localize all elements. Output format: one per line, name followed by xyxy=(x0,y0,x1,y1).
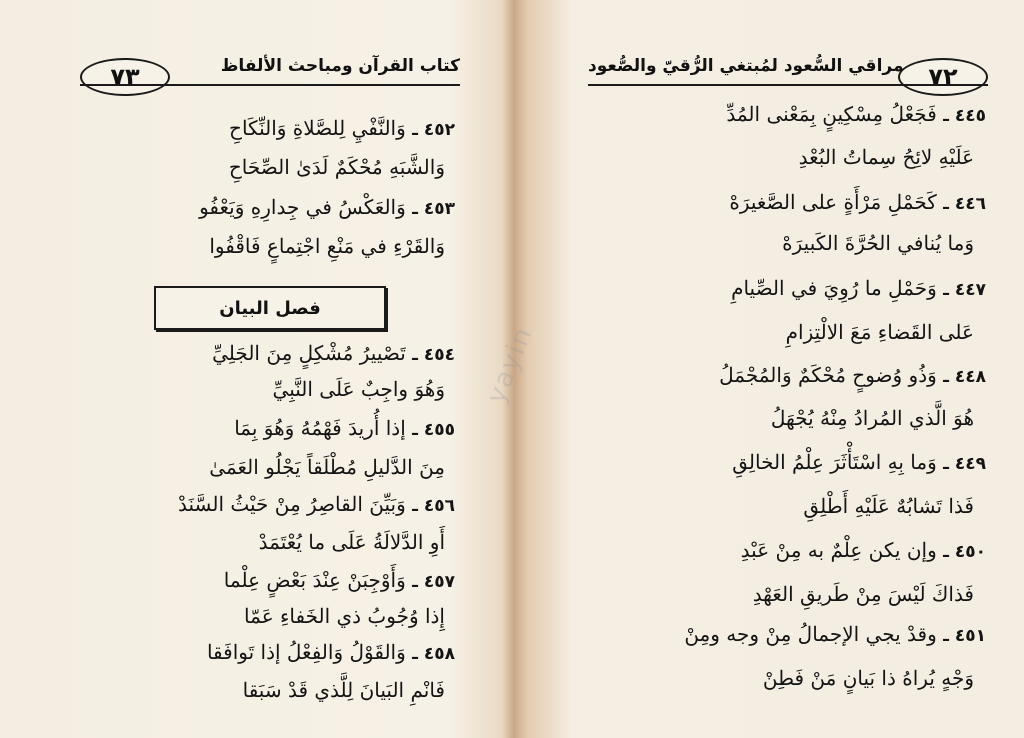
verse-line xyxy=(273,379,445,399)
verse-line xyxy=(229,157,445,177)
verse-text: عَلَيْهِ لائِحُ سِماتُ البُعْدِ xyxy=(798,145,974,169)
verse-text: وإن يكن عِلْمٌ به مِنْ عَبْدِ xyxy=(740,538,937,562)
verse-line xyxy=(729,192,986,213)
right-header-rule xyxy=(588,84,988,86)
verse-text: وَالشَّبَهِ مُحْكَمٌ لَدَىٰ الصِّحَاحِ xyxy=(228,155,445,179)
verse-text: وَما بِهِ اسْتَأْثَرَ عِلْمُ الخالِقِ xyxy=(732,450,937,474)
left-page-number: ٧٣ xyxy=(80,58,170,96)
verse-number: ٤٥٥ ـ xyxy=(412,420,455,440)
section-title: فصل البيان xyxy=(219,297,321,319)
left-page xyxy=(0,0,510,738)
verse-number: ٤٤٦ ـ xyxy=(943,194,986,214)
verse-number: ٤٥٦ ـ xyxy=(412,496,455,516)
verse-line xyxy=(178,494,455,515)
verse-line xyxy=(786,322,974,342)
verse-line xyxy=(782,233,974,253)
verse-text: وَالقَوْلُ وَالفِعْلُ إذا تَوافَقا xyxy=(206,640,406,664)
left-page-header xyxy=(80,40,460,90)
verse-line xyxy=(741,540,986,561)
verse-text: وَذُو وُضوحٍ مُحْكَمٌ وَالمُجْمَلُ xyxy=(719,363,937,387)
verse-text: وَالقَرْءِ في مَنْعِ اجْتِماعٍ فَاقْفُوا xyxy=(209,234,445,258)
verse-number: ٤٥٨ ـ xyxy=(412,644,455,664)
watermark: yayin xyxy=(481,322,540,408)
verse-line xyxy=(199,197,455,218)
verse-text: أَوِ الدَّلالَةُ عَلَى ما يُعْتَمَدْ xyxy=(258,530,445,554)
verse-text: إِذا وُجُوبُ ذي الخَفاءِ عَمّا xyxy=(244,604,445,628)
verse-text: فَجَعْلُ مِسْكِينٍ بِمَعْنى المُدِّ xyxy=(726,102,937,126)
verse-number: ٤٥١ ـ xyxy=(943,626,986,646)
verse-text: عَلى القَضاءِ مَعَ الالْتِزامِ xyxy=(785,320,974,344)
verse-number: ٤٥٢ ـ xyxy=(412,120,455,140)
left-header-rule xyxy=(80,84,460,86)
verse-number: ٤٤٧ ـ xyxy=(943,280,986,300)
verse-number: ٤٥٧ ـ xyxy=(412,572,455,592)
verse-line xyxy=(244,606,445,626)
verse-number: ٤٥٤ ـ xyxy=(412,345,455,365)
verse-line xyxy=(763,668,974,688)
verse-text: إذا أُريدَ فَهْمُهُ وَهُوَ بِمَا xyxy=(234,416,406,440)
verse-number: ٤٥٣ ـ xyxy=(412,199,455,219)
right-page-header-title: مراقي السُّعود لمُبتغي الرُّقيّ والصُّعود xyxy=(588,56,904,76)
verse-line xyxy=(799,147,974,167)
verse-text: وَحَمْلِ ما رُوِيَ في الصِّيامِ xyxy=(731,276,937,300)
verse-text: تَصْييرُ مُشْكِلٍ مِنَ الجَلِيِّ xyxy=(212,341,406,365)
verse-line xyxy=(753,584,974,604)
verse-line xyxy=(803,496,974,516)
verse-text: وَهُوَ واجِبٌ عَلَى النَّبِيِّ xyxy=(272,377,445,401)
right-page xyxy=(520,0,1024,738)
verse-text: وَجْهٍ يُراهُ ذا بَيانٍ مَنْ فَطِنْ xyxy=(762,666,974,690)
left-page-header-title: كتاب القرآن ومباحث الألفاظ xyxy=(220,56,460,76)
verse-text: هُوَ الَّذي المُرادُ مِنْهُ يُجْهَلُ xyxy=(770,406,974,430)
verse-text: فَذا تَشابُهٌ عَلَيْهِ أَطْلِقِ xyxy=(803,494,974,518)
verse-line xyxy=(243,680,445,700)
verse-text: كَحَمْلِ مَرْأَةٍ على الصَّغيرَهْ xyxy=(729,190,937,214)
verse-text: وَبَيِّنَ القاصِرُ مِنْ حَيْثُ السَّنَدْ xyxy=(177,492,406,516)
right-page-header xyxy=(588,40,988,90)
verse-line xyxy=(207,642,455,663)
section-title-box xyxy=(154,286,386,330)
verse-line xyxy=(212,343,455,364)
verse-line xyxy=(731,278,986,299)
verse-text: وَالنَّفْيِ لِلصَّلاةِ وَالنِّكَاحِ xyxy=(229,116,406,140)
verse-number: ٤٤٨ ـ xyxy=(943,367,986,387)
verse-line xyxy=(209,457,445,477)
verse-line xyxy=(771,408,974,428)
verse-line xyxy=(726,104,986,125)
verse-line xyxy=(209,236,445,256)
verse-line xyxy=(719,365,986,386)
verse-text: وَأَوْجِبَنْ عِنْدَ بَعْضٍ عِلْما xyxy=(223,568,406,592)
verse-text: مِنَ الدَّليلِ مُطْلَقاً يَجْلُو العَمَىٰ xyxy=(209,455,445,479)
verse-text: وقدْ يجي الإجمالُ مِنْ وجه ومِنْ xyxy=(684,622,937,646)
verse-text: فَانْمِ البَيانَ لِلَّذي قَدْ سَبَقا xyxy=(242,678,445,702)
verse-line xyxy=(732,452,986,473)
verse-text: فَذاكَ لَيْسَ مِنْ طَريقِ العَهْدِ xyxy=(752,582,974,606)
right-page-number: ٧٢ xyxy=(898,58,988,96)
verse-number: ٤٤٥ ـ xyxy=(943,106,986,126)
verse-text: وَما يُنافي الحُرَّةَ الكَبيرَهْ xyxy=(782,231,974,255)
verse-line xyxy=(229,118,455,139)
verse-line xyxy=(224,570,455,591)
verse-line xyxy=(259,532,445,552)
verse-line xyxy=(234,418,455,439)
verse-number: ٤٥٠ ـ xyxy=(943,542,986,562)
verse-text: وَالعَكْسُ في جِدارِهِ وَيَعْفُو xyxy=(199,195,406,219)
verse-line xyxy=(684,624,986,645)
verse-number: ٤٤٩ ـ xyxy=(943,454,986,474)
